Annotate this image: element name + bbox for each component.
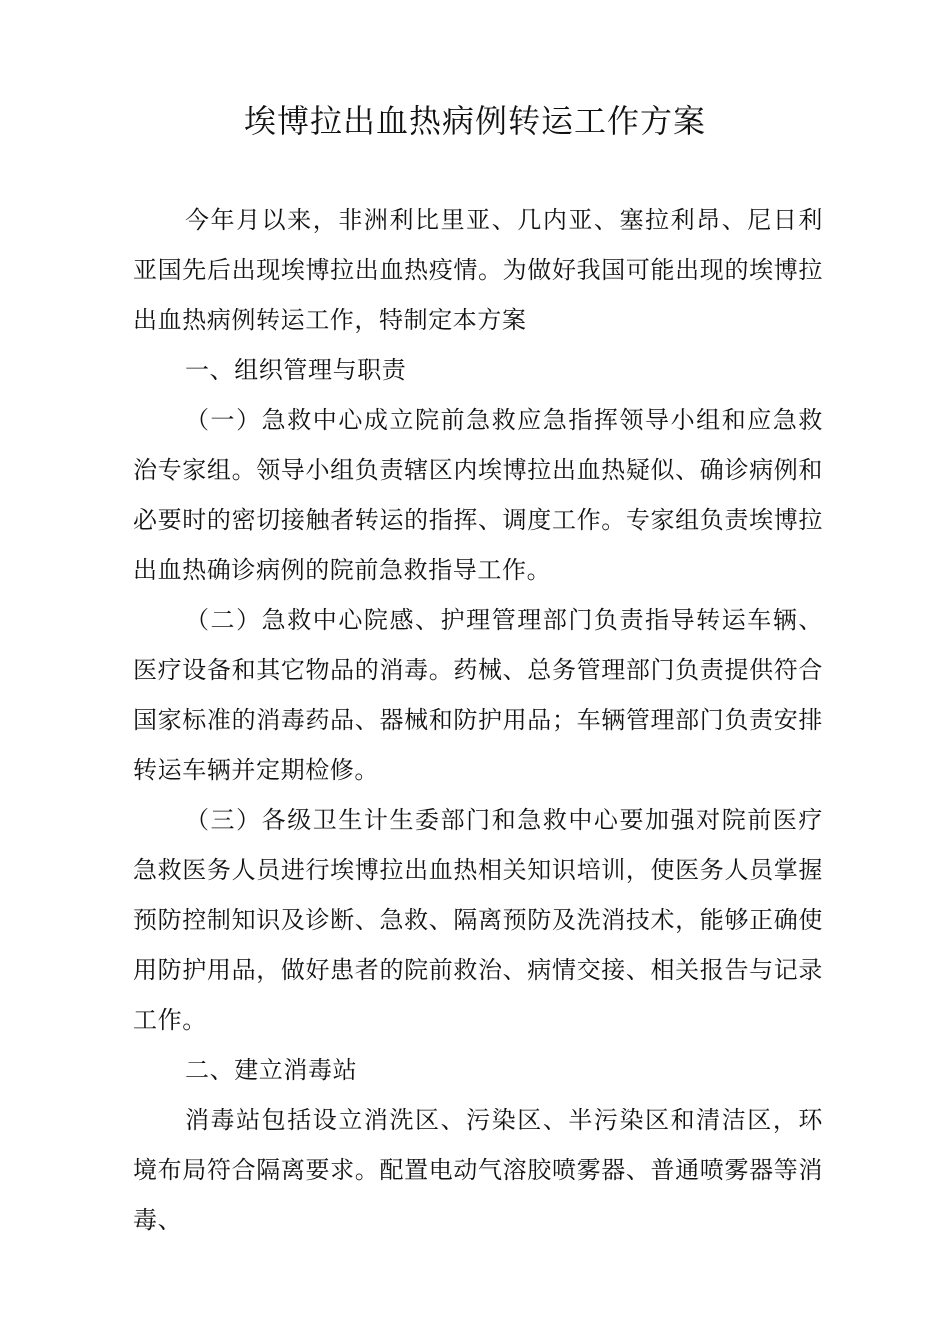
section-heading-organization: 一、组织管理与职责 (185, 356, 407, 384)
paragraph-responsibility-1: （一）急救中心成立院前急救应急指挥领导小组和应急救治专家组。领导小组负责辖区内埃博拉出血热疑似、确诊病例和必要时的密切接触者转运的指挥、调度工作。专家组负责埃博拉出血热确诊病例的院前急救指导工作。 (133, 406, 823, 584)
paragraph-disinfection-station: 消毒站包括设立消洗区、污染区、半污染区和清洁区，环境布局符合隔离要求。配置电动气溶胶喷雾器、普通喷雾器等消毒、 (133, 1106, 823, 1234)
section-heading-disinfection-station: 二、建立消毒站 (185, 1056, 358, 1084)
paragraph-intro: 今年月以来，非洲利比里亚、几内亚、塞拉利昂、尼日利亚国先后出现埃博拉出血热疫情。为做好我国可能出现的埃博拉出血热病例转运工作，特制定本方案 (133, 206, 823, 334)
paragraph-responsibility-3: （三）各级卫生计生委部门和急救中心要加强对院前医疗急救医务人员进行埃博拉出血热相关知识培训，使医务人员掌握预防控制知识及诊断、急救、隔离预防及洗消技术，能够正确使用防护用品，做好患者的院前救治、病情交接、相关报告与记录工作。 (133, 806, 823, 1034)
paragraph-responsibility-2: （二）急救中心院感、护理管理部门负责指导转运车辆、医疗设备和其它物品的消毒。药械、总务管理部门负责提供符合国家标准的消毒药品、器械和防护用品；车辆管理部门负责安排转运车辆并定期检修。 (133, 606, 823, 784)
document-title: 埃博拉出血热病例转运工作方案 (243, 102, 706, 140)
document-body (133, 195, 823, 1245)
